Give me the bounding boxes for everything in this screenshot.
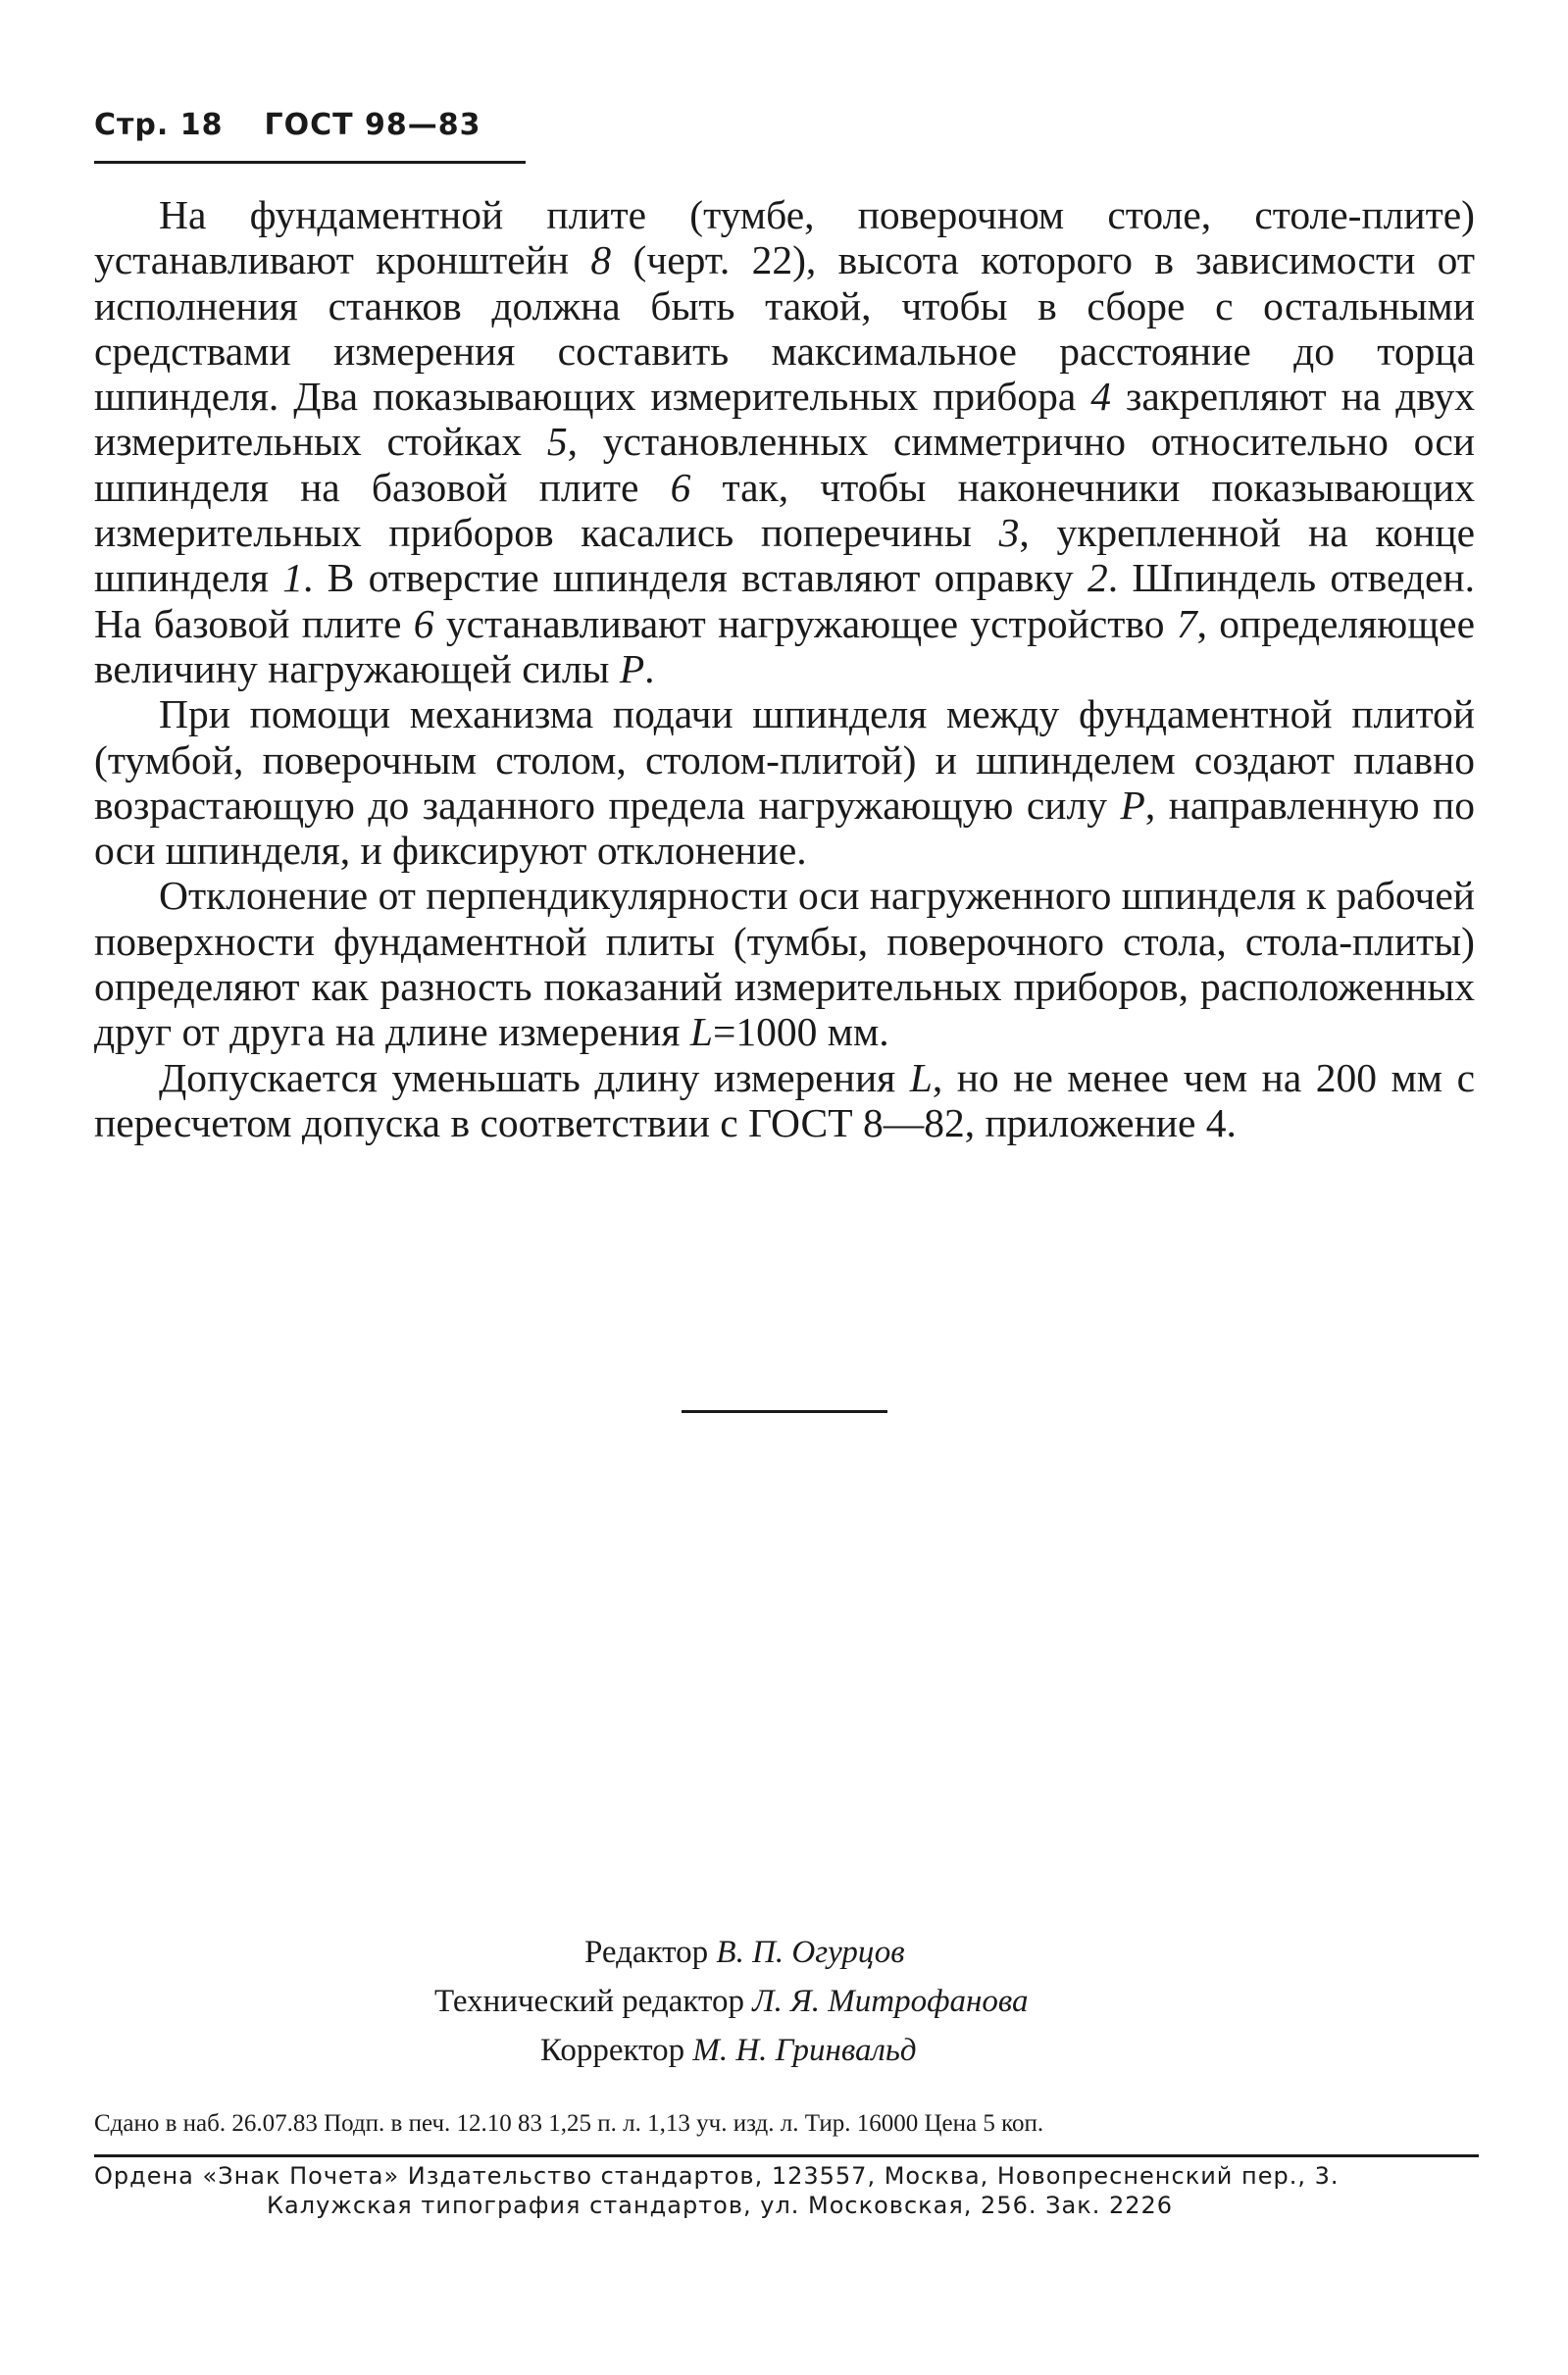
text-run: При помощи механизма подачи шпинделя между фундаментной плитой (тумбой, поверочным столом, столом-плитой) и шпинделем создают плавно возрастающую до заданного предела нагружающую силу — [94, 691, 1475, 828]
figure-ref: 5 — [546, 419, 568, 465]
header-rule — [94, 161, 526, 164]
text-run: . В отверстие шпинделя вставляют оправку — [302, 555, 1087, 601]
credit-person: Л. Я. Митрофанова — [752, 1984, 1029, 2019]
figure-ref: 6 — [413, 600, 434, 646]
text-run: На фундаментной плите (тумбе, поверочном столе, столе-плите) устанавливают кронштейн — [94, 192, 1475, 283]
figure-ref: 3 — [998, 510, 1020, 556]
paragraph-3 — [94, 873, 1475, 1054]
text-run: Отклонение от перпендикулярности оси нагруженного шпинделя к рабочей поверхности фундаментной плиты (тумбы, поверочного стола, стола-плиты) определяют как разность показаний измерительных приборов, расположенных друг от друга на длине измерения — [94, 873, 1475, 1055]
text-run: так, чтобы наконечники показывающих измерительных приборов касались поперечины — [94, 464, 1476, 556]
text-run: (черт. 22), высота которого в зависимости от исполнения станков должна быть такой, чтобы в сборе с остальными средствами измерения составить максимальное расстояние до торца шпинделя. Два показывающих измерительных прибора — [94, 237, 1476, 420]
figure-ref: 1 — [282, 555, 303, 601]
text-run: , определяющее величину нагружающей силы — [94, 600, 1475, 691]
imprint-rule — [94, 2154, 1479, 2157]
figure-ref: 8 — [590, 237, 612, 283]
figure-ref: 7 — [1176, 600, 1197, 646]
text-run: . Шпиндель отведен. На базовой плите — [94, 555, 1475, 646]
credit-role: Технический редактор — [434, 1984, 753, 2019]
publisher-info — [94, 2161, 1479, 2220]
text-run: устанавливают нагружающее устройство — [433, 600, 1177, 646]
symbol-p: P — [1120, 782, 1145, 828]
page-header — [94, 108, 481, 142]
text-run: . — [644, 645, 655, 691]
credits — [0, 1928, 1568, 2075]
document-code: ГОСТ 98—83 — [264, 108, 481, 142]
credit-tech-editor — [0, 1977, 1568, 2026]
text-run: , направленную по оси шпинделя, и фиксируют отклонение. — [94, 782, 1475, 874]
symbol-p: P — [619, 645, 645, 691]
credit-role: Корректор — [540, 2033, 693, 2068]
body-text — [94, 192, 1475, 1145]
text-run: , но не менее чем на 200 мм с пересчетом допуска в соответствии с ГОСТ 8—82, приложение 4. — [94, 1054, 1475, 1145]
publisher-line-2: Калужская типография стандартов, ул. Московская, 256. Зак. 2226 — [267, 2192, 1174, 2219]
figure-ref: 6 — [670, 464, 691, 510]
symbol-l: L — [689, 1009, 713, 1055]
text-run: Допускается уменьшать длину измерения — [159, 1054, 910, 1100]
credit-corrector — [0, 2026, 1568, 2075]
symbol-l: L — [909, 1054, 933, 1100]
publisher-line-1: Ордена «Знак Почета» Издательство стандартов, 123557, Москва, Новопресненский пер., 3. — [94, 2162, 1340, 2190]
text-run: закрепляют на двух измерительных стойках — [94, 374, 1475, 465]
paragraph-1 — [94, 192, 1475, 691]
credit-editor — [0, 1928, 1568, 1977]
paragraph-4 — [94, 1055, 1475, 1146]
section-divider — [682, 1410, 887, 1413]
credit-person: В. П. Огурцов — [716, 1935, 905, 1970]
credit-person: М. Н. Гринвальд — [692, 2033, 917, 2068]
page-number: Стр. 18 — [94, 108, 224, 142]
credit-role: Редактор — [584, 1935, 717, 1970]
text-run: =1000 мм. — [712, 1009, 889, 1055]
text-run: , установленных симметрично относительно оси шпинделя на базовой плите — [94, 419, 1475, 510]
paragraph-2 — [94, 691, 1475, 873]
text-run: , укрепленной на конце шпинделя — [94, 510, 1475, 601]
figure-ref: 2 — [1087, 555, 1108, 601]
figure-ref: 4 — [1090, 374, 1111, 420]
imprint-line: Сдано в наб. 26.07.83 Подп. в печ. 12.10 83 1,25 п. л. 1,13 уч. изд. л. Тир. 16000 Цена 5 коп. — [94, 2110, 1044, 2137]
